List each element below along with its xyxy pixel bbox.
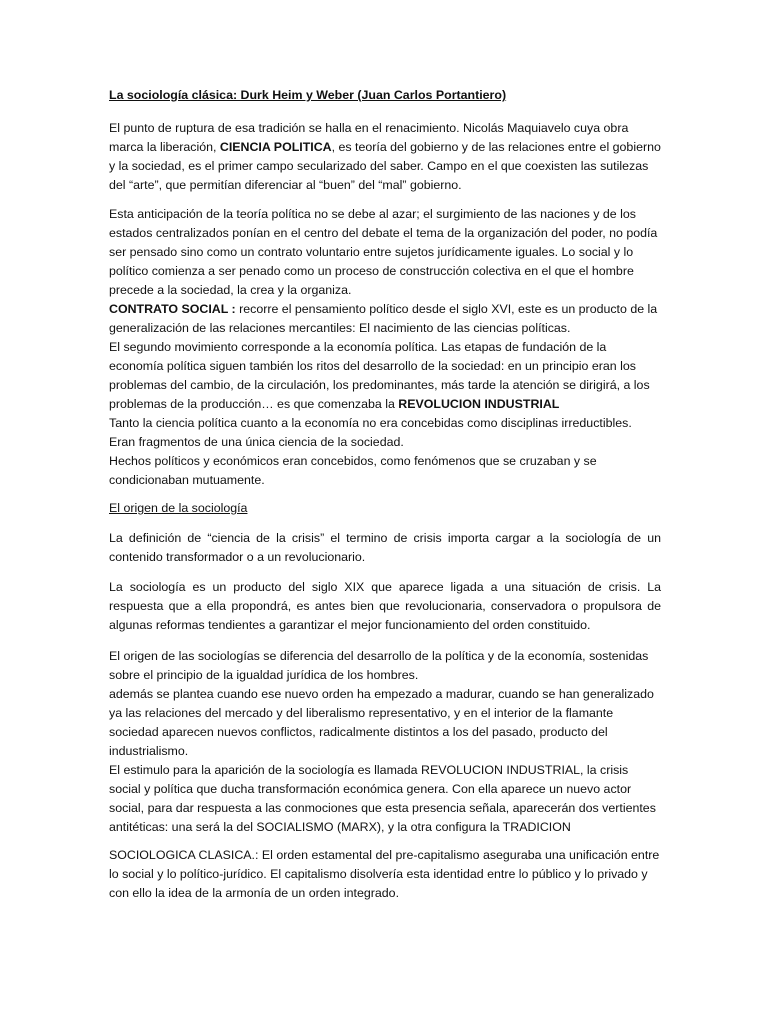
paragraph-text: El punto de ruptura de esa tradición se halla en el renacimiento. Nicolás Maquiavelo cuya obra marca la liberación, [109,121,629,154]
document-title: La sociología clásica: Durk Heim y Weber (Juan Carlos Portantiero) [109,88,507,102]
bold-term-revolucion-industrial: REVOLUCION INDUSTRIAL [398,397,560,411]
paragraph-text: recorre el pensamiento político desde el siglo XVI, este es un producto de la generalización de las relaciones mercantiles: El nacimiento de las ciencias políticas. [109,302,658,335]
section-title-origen: El origen de la sociología [109,501,248,515]
paragraph-text: El origen de las sociologías se diferencia del desarrollo de la política y de la economía, sostenidas sobre el principio de la igualdad jurídica de los hombres. [109,649,649,682]
paragraph-text: Hechos políticos y económicos eran concebidos, como fenómenos que se cruzaban y se condicionaban mutuamente. [109,454,597,487]
paragraph-text: además se plantea cuando ese nuevo orden ha empezado a madurar, cuando se han generalizado ya las relaciones del mercado y del liberalismo representativo, y en el interior de la flamante sociedad aparecen nuevos conflictos, radicalmente distintos a los del pasado, producto del industrialismo. [109,687,654,758]
bold-term-contrato-social: CONTRATO SOCIAL : [109,302,236,316]
paragraph-siglo-xix: La sociología es un producto del siglo XIX que aparece ligada a una situación de crisis. La respuesta que a ella propondrá, es antes bien que revolucionaria, conservadora o propulsora de algunas reformas tendientes a garantizar el mejor funcionamiento del orden constituido. [109,580,661,632]
paragraph-teoria-politica [109,205,661,490]
paragraph-origen-sociologias [109,647,661,837]
bold-term-ciencia-politica: CIENCIA POLITICA [219,140,332,154]
paragraph-text: Tanto la ciencia política cuanto a la economía no era concebidas como disciplinas irreductibles. Eran fragmentos de una única ciencia de la sociedad. [109,416,632,449]
paragraph-text: Esta anticipación de la teoría política no se debe al azar; el surgimiento de las naciones y de los estados centralizados ponían en el centro del debate el tema de la organización del poder, no podía ser pensado sino como un contrato voluntario entre sujetos jurídicamente iguales. Lo social y lo político comienza a ser penado como un proceso de construcción colectiva en el que el hombre precede a la sociedad, la crea y la organiza. [109,207,658,297]
paragraph-text: , es teoría del gobierno y de las relaciones entre el gobierno y la sociedad, es el primer campo secularizado del saber. Campo en el que coexisten las sutilezas del “arte”, que permitían diferenciar al “buen” del “mal” gobierno. [109,140,661,192]
paragraph-ciencia-crisis: La definición de “ciencia de la crisis” el termino de crisis importa cargar a la sociología de un contenido transformador o a un revolucionario. [109,531,661,564]
paragraph-renacimiento [109,119,661,195]
paragraph-segundo-movimiento [109,338,661,414]
paragraph-text: El segundo movimiento corresponde a la economía política. Las etapas de fundación de la economía política siguen también los ritos del desarrollo de la sociedad: en un principio eran los problemas del cambio, de la circulación, los predominantes, más tarde la atención se dirigirá, a los problemas de la producción… es que comenzaba la [109,340,650,411]
paragraph-contrato-social [109,300,661,338]
paragraph-text: El estimulo para la aparición de la sociología es llamada REVOLUCION INDUSTRIAL, la crisis social y política que ducha transformación económica genera. Con ella aparece un nuevo actor social, para dar respuesta a las conmociones que esta presencia señala, aparecerán dos vertientes antitéticas: una será la del SOCIALISMO (MARX), y la otra configura la TRADICION [109,763,656,834]
paragraph-sociologica-clasica: SOCIOLOGICA CLASICA.: El orden estamental del pre-capitalismo aseguraba una unificación entre lo social y lo político-jurídico. El capitalismo disolvería esta identidad entre lo público y lo privado y con ello la idea de la armonía de un orden integrado. [109,848,660,900]
